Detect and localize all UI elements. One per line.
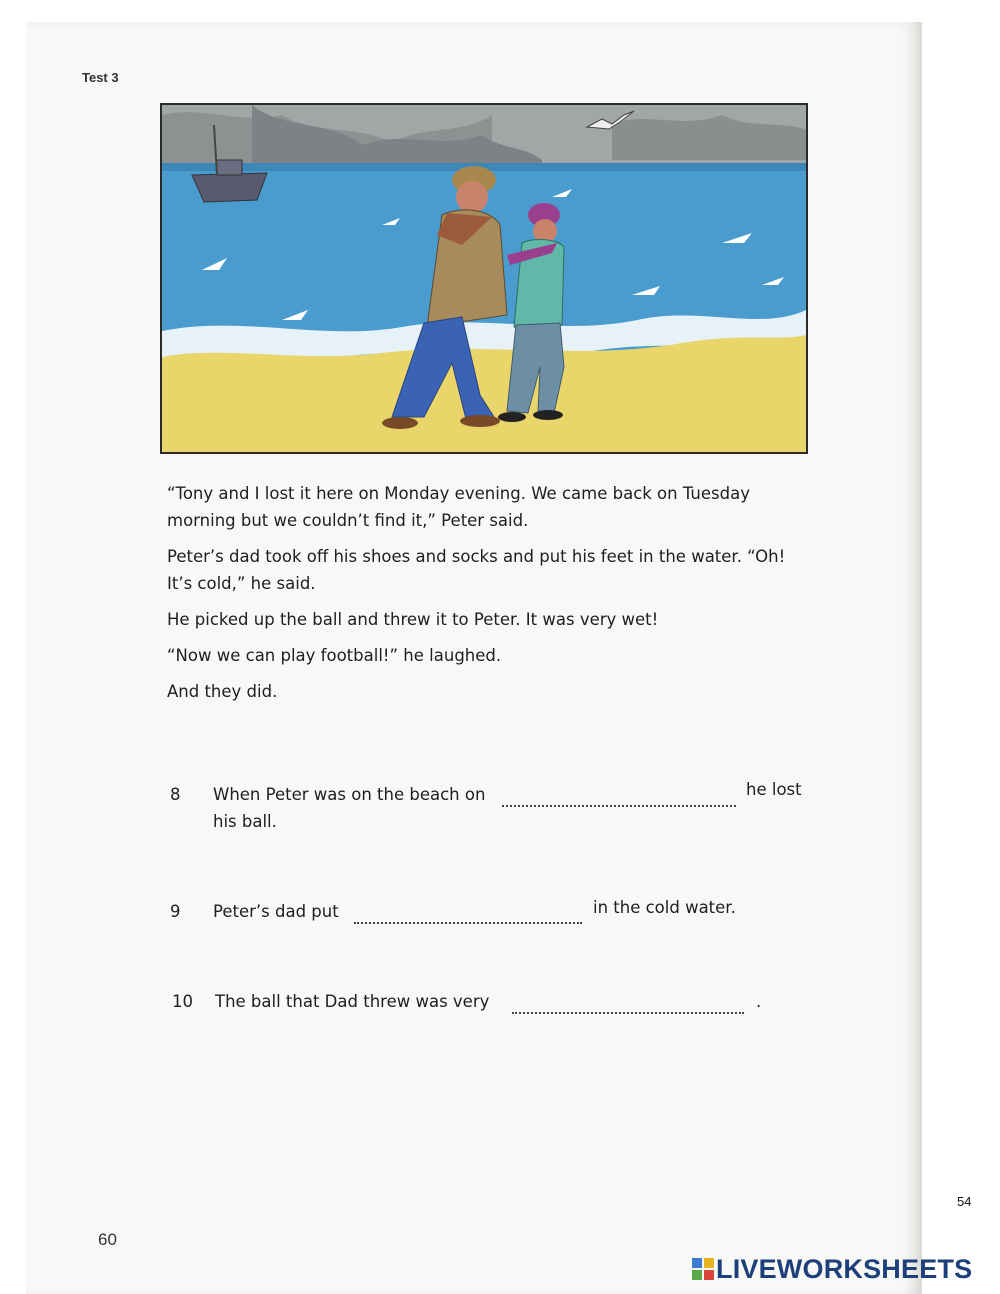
question-text: in the cold water. xyxy=(593,898,736,917)
question-9 xyxy=(170,898,810,932)
question-text: . xyxy=(756,992,762,1011)
question-text: The ball that Dad threw was very xyxy=(215,992,490,1011)
story-text xyxy=(167,480,809,714)
beach-illustration xyxy=(160,103,808,454)
worksheet-number: 54 xyxy=(957,1194,972,1209)
liveworksheets-icon xyxy=(692,1258,714,1280)
question-number: 8 xyxy=(170,785,181,804)
question-number: 9 xyxy=(170,902,181,921)
story-paragraph: “Now we can play football!” he laughed. xyxy=(167,646,502,665)
page-number: 60 xyxy=(98,1230,117,1249)
story-paragraph: Peter’s dad took off his shoes and socks and put his feet in the water. “Oh! It’s cold,” he said. xyxy=(167,547,786,593)
question-text: his ball. xyxy=(213,812,277,831)
question-10 xyxy=(172,992,812,1022)
answer-blank-10[interactable] xyxy=(512,1012,744,1014)
beach-scene-image xyxy=(162,105,806,452)
question-8 xyxy=(170,780,810,845)
story-paragraph: And they did. xyxy=(167,682,278,701)
story-paragraph: He picked up the ball and threw it to Peter. It was very wet! xyxy=(167,610,659,629)
question-number: 10 xyxy=(172,992,193,1011)
question-text: he lost xyxy=(746,780,802,799)
question-text: Peter’s dad put xyxy=(213,902,339,921)
answer-blank-9[interactable] xyxy=(354,922,582,924)
question-text: When Peter was on the beach on xyxy=(213,785,486,804)
liveworksheets-logo xyxy=(692,1254,972,1284)
story-paragraph: “Tony and I lost it here on Monday evening. We came back on Tuesday morning but we couldn’t find it,” Peter said. xyxy=(167,484,750,530)
liveworksheets-wordmark: LIVEWORKSHEETS xyxy=(716,1253,973,1284)
answer-blank-8[interactable] xyxy=(502,805,736,807)
test-label: Test 3 xyxy=(82,70,119,85)
